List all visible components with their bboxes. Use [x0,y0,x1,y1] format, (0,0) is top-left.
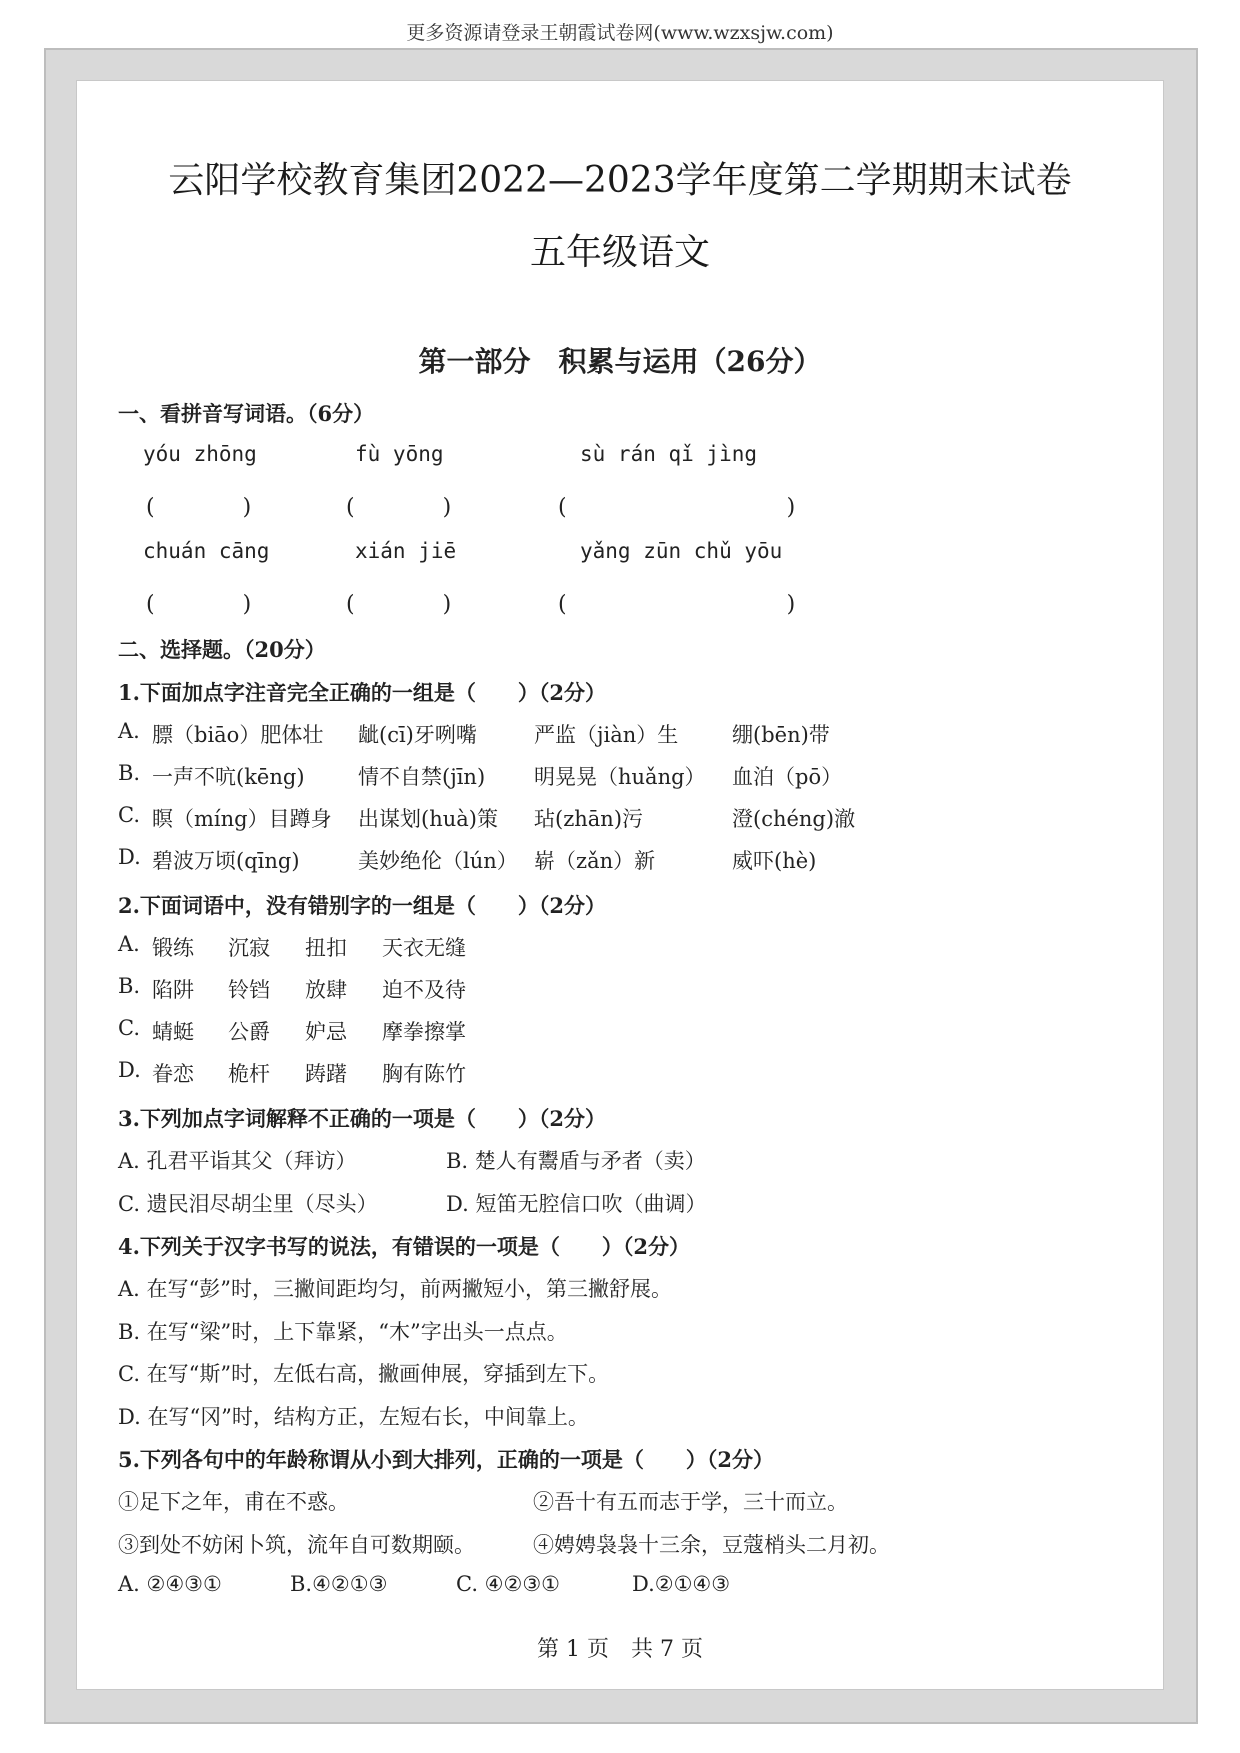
q2-option-r2-c4: 摩拳擦掌 [382,1020,466,1044]
section-two-heading: 二、选择题。（20分） [118,637,326,662]
q3-option-c: C. 遗民泪尽胡尘里（尽头） [118,1192,378,1216]
answer-bracket[interactable]: ( ) [346,495,452,520]
q2-option-r3-c1: 眷恋 [152,1062,194,1086]
section-one-heading: 一、看拼音写词语。（6分） [118,401,375,426]
pinyin-5: xián jiē [355,539,457,563]
question-3: 3.下列加点字词解释不正确的一项是（ ）（2分） [118,1106,607,1131]
q4-option-c: C. 在写“斯”时，左低右高，撇画伸展，穿插到左下。 [118,1362,610,1386]
answer-bracket[interactable]: ( ) [558,592,796,617]
q2-option-r0-c4: 天衣无缝 [382,936,466,960]
answer-bracket[interactable]: ( ) [146,495,252,520]
q3-option-b: B. 楚人有鬻盾与矛者（卖） [446,1149,706,1173]
q5-option-a: A. ②④③① [118,1572,222,1596]
q2-option-r3-c0: D. [118,1058,141,1082]
q2-option-r2-c1: 蜻蜓 [152,1020,194,1044]
q1-option-r1-c1: 一声不吭(kēng) [152,765,305,789]
q5-item-4: ④娉娉袅袅十三余，豆蔻梢头二月初。 [533,1533,890,1557]
question-4: 4.下列关于汉字书写的说法，有错误的一项是（ ）（2分） [118,1234,691,1259]
q2-option-r2-c2: 公爵 [228,1020,270,1044]
exam-title: 云阳学校教育集团2022—2023学年度第二学期期末试卷 [168,160,1072,201]
pinyin-4: chuán cāng [143,539,270,563]
q5-option-c: C. ④②③① [456,1572,560,1596]
pinyin-2: fù yōng [355,442,444,466]
q1-option-r2-c3: 玷(zhān)污 [534,807,644,831]
answer-bracket[interactable]: ( ) [558,495,796,520]
q2-option-r2-c3: 妒忌 [305,1020,347,1044]
exam-subtitle: 五年级语文 [529,232,710,273]
pinyin-1: yóu zhōng [143,442,257,466]
answer-bracket[interactable]: ( ) [146,592,252,617]
q5-item-2: ②吾十有五而志于学，三十而立。 [533,1490,848,1514]
question-5: 5.下列各句中的年龄称谓从小到大排列，正确的一项是（ ）（2分） [118,1447,775,1472]
q1-option-r0-c4: 绷(bēn)带 [732,723,830,747]
q1-option-r2-c0: C. [118,803,140,827]
pinyin-6: yǎng zūn chǔ yōu [580,539,783,563]
q2-option-r0-c0: A. [118,932,140,956]
q5-option-b: B.④②①③ [290,1572,388,1596]
part-one-heading: 第一部分 积累与运用（26分） [418,345,822,378]
pinyin-3: sù rán qǐ jìng [580,442,758,466]
q1-option-r3-c2: 美妙绝伦（lún） [358,849,518,873]
q1-option-r3-c3: 崭（zǎn）新 [534,849,656,873]
q4-option-b: B. 在写“梁”时，上下靠紧，“木”字出头一点点。 [118,1320,568,1344]
q2-option-r0-c2: 沉寂 [228,936,270,960]
top-source-note: 更多资源请登录王朝霞试卷网(www.wzxsjw.com) [406,22,834,44]
q2-option-r0-c1: 锻练 [152,936,194,960]
q1-option-r0-c0: A. [118,719,140,743]
q2-option-r3-c2: 桅杆 [228,1062,270,1086]
q2-option-r1-c1: 陷阱 [152,978,194,1002]
q1-option-r0-c1: 膘（biāo）肥体壮 [152,723,324,747]
question-1: 1.下面加点字注音完全正确的一组是（ ）（2分） [118,680,607,705]
q1-option-r3-c0: D. [118,845,141,869]
q5-item-3: ③到处不妨闲卜筑，流年自可数期颐。 [118,1533,475,1557]
q2-option-r1-c0: B. [118,974,141,998]
q2-option-r1-c2: 铃铛 [228,978,270,1002]
q2-option-r0-c3: 扭扣 [305,936,347,960]
q4-option-d: D. 在写“冈”时，结构方正，左短右长，中间靠上。 [118,1405,589,1429]
q1-option-r3-c4: 威吓(hè) [732,849,817,873]
q2-option-r1-c3: 放肆 [305,978,347,1002]
q2-option-r2-c0: C. [118,1016,140,1040]
q3-option-a: A. 孔君平诣其父（拜访） [118,1149,357,1173]
q1-option-r2-c1: 瞑（míng）目蹲身 [152,807,332,831]
q2-option-r3-c4: 胸有陈竹 [382,1062,466,1086]
page-footer: 第 1 页 共 7 页 [537,1637,703,1662]
question-2: 2.下面词语中，没有错别字的一组是（ ）（2分） [118,893,607,918]
q2-option-r1-c4: 迫不及待 [382,978,466,1002]
q1-option-r1-c0: B. [118,761,141,785]
q1-option-r2-c4: 澄(chéng)澈 [732,807,856,831]
q1-option-r0-c3: 严监（jiàn）生 [534,723,679,747]
q1-option-r1-c2: 情不自禁(jīn) [358,765,486,789]
q2-option-r3-c3: 踌躇 [305,1062,347,1086]
q1-option-r1-c4: 血泊（pō） [732,765,843,789]
q1-option-r3-c1: 碧波万顷(qīng) [152,849,300,873]
answer-bracket[interactable]: ( ) [346,592,452,617]
q1-option-r1-c3: 明晃晃（huǎng） [534,765,706,789]
q1-option-r2-c2: 出谋划(huà)策 [358,807,498,831]
q4-option-a: A. 在写“彭”时，三撇间距均匀，前两撇短小，第三撇舒展。 [118,1277,672,1301]
q1-option-r0-c2: 龇(cī)牙咧嘴 [358,723,477,747]
q5-item-1: ①足下之年，甫在不惑。 [118,1490,349,1514]
q3-option-d: D. 短笛无腔信口吹（曲调） [446,1192,707,1216]
q5-option-d: D.②①④③ [632,1572,731,1596]
